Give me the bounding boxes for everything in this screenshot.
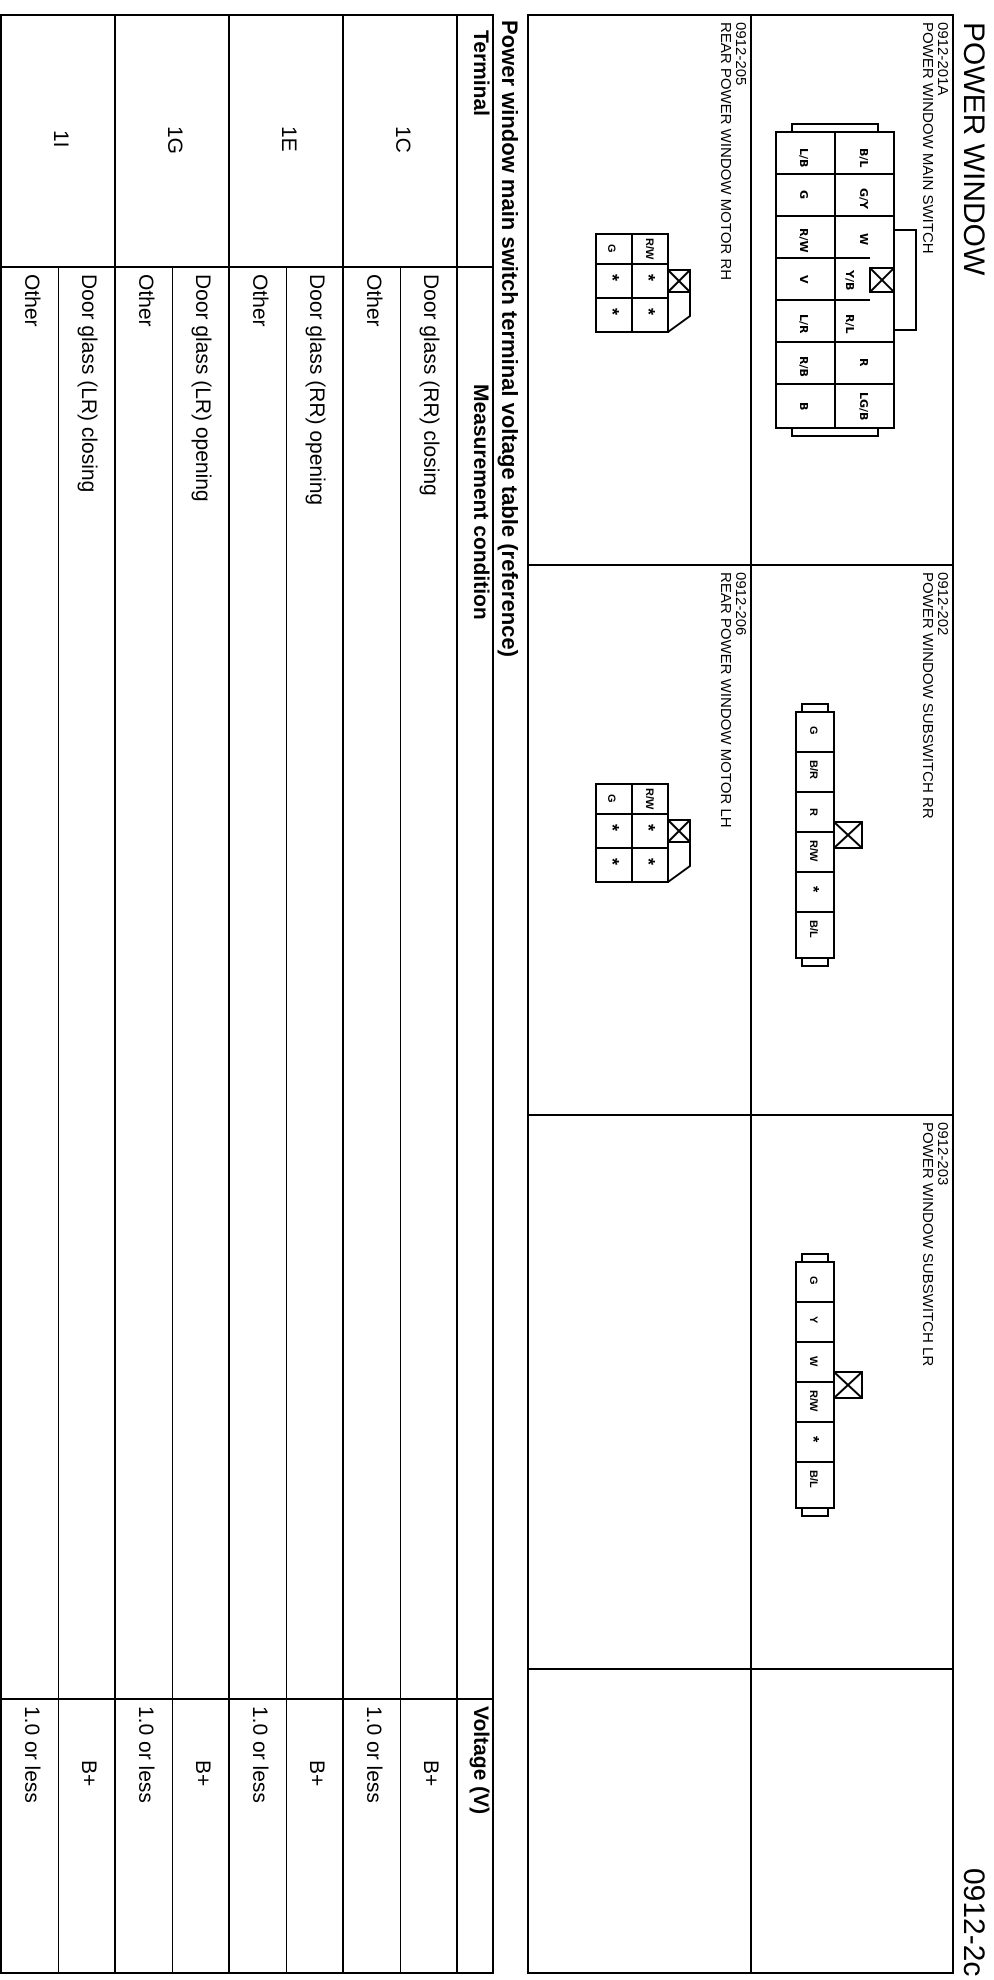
condition-cell: Other [20, 274, 43, 327]
svg-text:*: * [638, 274, 658, 282]
table-title: Power window main switch terminal voltage table (reference) [497, 20, 522, 657]
row-divider [342, 14, 344, 1974]
connector-code: 0912-203 [934, 1122, 951, 1186]
voltage-cell: B+ [305, 1760, 328, 1787]
voltage-cell: B+ [191, 1760, 214, 1787]
svg-text:*: * [602, 858, 622, 866]
svg-text:LG/B: LG/B [857, 392, 870, 421]
connector-205-label [718, 22, 748, 280]
connector-name: REAR POWER WINDOW MOTOR LH [717, 572, 734, 828]
voltage-cell: 1.0 or less [20, 1706, 43, 1803]
condition-cell: Other [248, 274, 271, 327]
svg-text:R/W: R/W [643, 238, 655, 260]
svg-text:B/L: B/L [857, 148, 870, 168]
connector-name: POWER WINDOW MAIN SWITCH [919, 22, 936, 254]
svg-text:G: G [605, 244, 617, 253]
svg-text:R: R [857, 358, 870, 367]
svg-text:*: * [602, 274, 622, 282]
svg-text:G: G [807, 726, 819, 735]
row-divider [58, 266, 59, 1974]
motor-lh-connector-diagram [574, 770, 704, 910]
svg-text:R/W: R/W [807, 1390, 819, 1412]
row-divider [114, 14, 116, 1974]
connector-name: POWER WINDOW SUBSWITCH LR [919, 1122, 936, 1367]
connector-201a-label [920, 22, 950, 254]
svg-text:L/B: L/B [797, 148, 810, 168]
row-divider [400, 266, 401, 1974]
voltage-cell: B+ [77, 1760, 100, 1787]
voltage-cell: B+ [419, 1760, 442, 1787]
connector-206-label [718, 572, 748, 828]
connector-name: REAR POWER WINDOW MOTOR RH [717, 22, 734, 281]
svg-text:B/L: B/L [807, 920, 819, 938]
svg-text:V: V [797, 275, 810, 284]
table-divider-voltage [0, 1698, 494, 1700]
svg-text:Y/B: Y/B [843, 270, 856, 291]
svg-text:W: W [807, 1356, 819, 1367]
row-divider [286, 266, 287, 1974]
main-switch-connector-diagram [764, 120, 924, 450]
svg-text:G: G [797, 190, 810, 200]
svg-text:*: * [638, 308, 658, 316]
svg-text:*: * [602, 308, 622, 316]
connector-203-label [920, 1122, 950, 1366]
condition-cell: Other [362, 274, 385, 327]
connector-code: 0912-206 [732, 572, 749, 636]
connector-code: 0912-201A [934, 22, 951, 96]
svg-text:B/R: B/R [807, 760, 819, 779]
voltage-cell: 1.0 or less [362, 1706, 385, 1803]
header-condition: Measurement condition [469, 384, 492, 620]
svg-text:B: B [797, 402, 810, 411]
grid-divider-v2 [527, 1114, 954, 1116]
connector-202-label [920, 572, 950, 819]
svg-text:R/W: R/W [797, 228, 810, 253]
voltage-cell: 1.0 or less [134, 1706, 157, 1803]
header-voltage: Voltage (V) [469, 1706, 492, 1815]
svg-text:G: G [605, 794, 617, 803]
connector-code: 0912-202 [934, 572, 951, 636]
svg-text:*: * [804, 886, 821, 893]
terminal-1c: 1C [391, 126, 414, 153]
terminal-1e: 1E [277, 126, 300, 152]
grid-divider-h [750, 14, 752, 1974]
svg-text:R/B: R/B [797, 356, 810, 377]
condition-cell: Door glass (RR) opening [305, 274, 328, 506]
svg-text:G: G [807, 1276, 819, 1285]
row-divider [172, 266, 173, 1974]
voltage-cell: 1.0 or less [248, 1706, 271, 1803]
grid-divider-v3 [527, 1668, 954, 1670]
svg-text:G/Y: G/Y [857, 188, 870, 210]
svg-text:B/L: B/L [807, 1470, 819, 1488]
condition-cell: Door glass (LR) opening [191, 274, 214, 502]
subswitch-lr-connector-diagram [784, 1250, 884, 1550]
svg-text:*: * [638, 824, 658, 832]
connector-code: 0912-205 [732, 22, 749, 86]
terminal-1i: 1I [49, 130, 72, 148]
connector-name: POWER WINDOW SUBSWITCH RR [919, 572, 936, 819]
svg-text:R/W: R/W [807, 840, 819, 862]
svg-text:R/L: R/L [843, 314, 856, 334]
condition-cell: Door glass (LR) closing [77, 274, 100, 493]
row-divider [228, 14, 230, 1974]
subswitch-rr-connector-diagram [784, 700, 884, 1000]
svg-text:R/W: R/W [643, 788, 655, 810]
condition-cell: Other [134, 274, 157, 327]
motor-rh-connector-diagram [574, 220, 704, 360]
svg-text:W: W [857, 233, 870, 246]
svg-text:L/R: L/R [797, 314, 810, 334]
table-divider-terminal [0, 266, 494, 268]
grid-divider-v1 [527, 564, 954, 566]
condition-cell: Door glass (RR) closing [419, 274, 442, 496]
page-title: POWER WINDOW [957, 22, 990, 276]
svg-text:*: * [638, 858, 658, 866]
page-code: 0912-2c [957, 1868, 990, 1977]
svg-text:*: * [804, 1436, 821, 1443]
header-terminal: Terminal [469, 30, 492, 116]
header-underline [456, 14, 458, 1974]
terminal-1g: 1G [163, 126, 186, 155]
svg-text:*: * [602, 824, 622, 832]
svg-text:Y: Y [807, 1316, 819, 1324]
svg-text:R: R [807, 808, 819, 816]
